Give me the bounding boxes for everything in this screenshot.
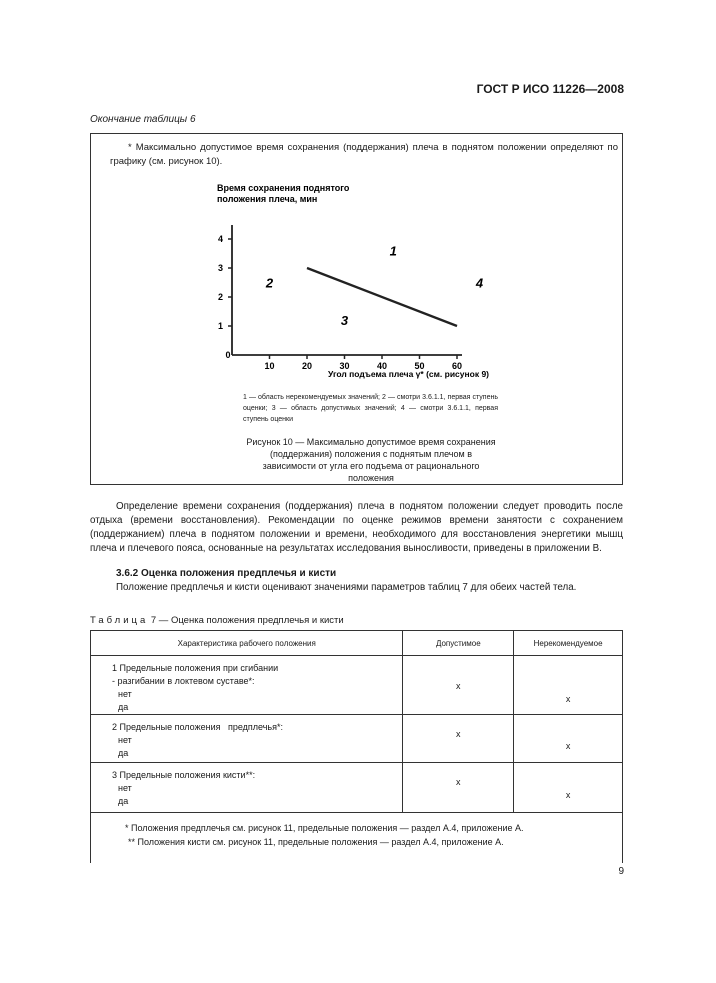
table7-footnote1: * Положения предплечья см. рисунок 11, предельные положения — раздел А.4, приложение А. bbox=[125, 823, 524, 833]
y-axis-label-line2: положения плеча, мин bbox=[217, 194, 318, 204]
row2-yes: да bbox=[118, 748, 129, 758]
row2-line1: 2 Предельные положения предплечья*: bbox=[112, 722, 283, 732]
row2-no: нет bbox=[118, 735, 132, 745]
section-text: Положение предплечья и кисти оценивают значениями параметров таблиц 7 для обеих частей тела. bbox=[116, 582, 577, 593]
table-row bbox=[91, 715, 623, 763]
row2-allowed-mark: x bbox=[403, 715, 514, 763]
table-row bbox=[91, 656, 623, 715]
table-footnote-row bbox=[91, 813, 623, 864]
y-tick-label: 4 bbox=[217, 234, 223, 244]
x-axis-label: Угол подъема плеча γ* (см. рисунок 9) bbox=[328, 369, 490, 379]
row3-no: нет bbox=[118, 783, 132, 793]
y-axis-label-line1: Время сохранения поднятого bbox=[217, 183, 350, 193]
table7-caption bbox=[90, 615, 344, 626]
table7-caption-prefix: Таблица bbox=[90, 615, 149, 626]
y-tick-label: 3 bbox=[217, 263, 223, 273]
table-header-row bbox=[91, 631, 623, 656]
section-heading: 3.6.2 Оценка положения предплечья и кисти bbox=[116, 568, 337, 579]
region-label: 2 bbox=[265, 275, 274, 291]
figure-legend: 1 — область нерекомендуемых значений; 2 — смотри 3.6.1.1, первая ступень оценки; 3 — область допустимых значений; 4 — смотри 3.6.1.1, первая ступень оценки bbox=[243, 394, 498, 423]
row1-allowed-mark: x bbox=[403, 656, 514, 715]
x-tick-label: 50 bbox=[414, 361, 425, 371]
region-label: 3 bbox=[340, 313, 349, 329]
x-tick-label: 20 bbox=[301, 361, 313, 371]
x-tick-label: 10 bbox=[264, 361, 275, 371]
y-tick-label: 2 bbox=[217, 292, 223, 302]
row3-yes: да bbox=[118, 796, 129, 806]
origin-label: 0 bbox=[225, 350, 231, 360]
row1-line1: 1 Предельные положения при сгибании bbox=[112, 663, 279, 673]
page-number: 9 bbox=[618, 866, 624, 877]
row1-no: нет bbox=[118, 689, 132, 699]
series-line bbox=[307, 268, 457, 329]
table-continuation-label: Окончание таблицы 6 bbox=[90, 114, 196, 125]
row1-yes: да bbox=[118, 702, 129, 712]
body-paragraph: Определение времени сохранения (поддержания) плеча в поднятом положении следует проводить после отдыха (времени восстановления). Рекомендации по оценке режимов времени занятости с сохранением (поддержанием) плеча в поднятом положении и времени, необходимого для восстановления энергетики мышц плеча и плечевого пояса, основанные на результатах исследования выносливости, приведены в приложении В. bbox=[90, 501, 623, 554]
row1-characteristic bbox=[91, 656, 403, 715]
header-characteristic: Характеристика рабочего положения bbox=[91, 631, 403, 656]
figure-caption: Рисунок 10 — Максимально допустимое время сохранения (поддержания) положения с поднятым плечом в зависимости от угла его подъема от рационального положения bbox=[246, 437, 496, 483]
region-label: 4 bbox=[475, 275, 484, 291]
figure10-chart bbox=[200, 180, 520, 385]
table7-caption-rest: 7 — Оценка положения предплечья и кисти bbox=[148, 615, 344, 626]
table-row bbox=[91, 763, 623, 813]
standard-header: ГОСТ Р ИСО 11226—2008 bbox=[476, 82, 624, 96]
y-tick-label: 1 bbox=[217, 321, 223, 331]
x-tick-label: 30 bbox=[339, 361, 350, 371]
row3-not-recommended-mark: x bbox=[514, 763, 623, 813]
row2-not-recommended-mark: x bbox=[514, 715, 623, 763]
region-label: 1 bbox=[389, 243, 397, 259]
header-not-recommended: Нерекомендуемое bbox=[514, 631, 623, 656]
table7-footnote2: ** Положения кисти см. рисунок 11, предельные положения — раздел А.4, приложение А. bbox=[128, 837, 504, 847]
x-tick-label: 60 bbox=[451, 361, 463, 371]
row1-line2: - разгибании в локтевом суставе*: bbox=[112, 676, 255, 686]
row3-characteristic bbox=[91, 763, 403, 813]
table7-footnotes bbox=[91, 813, 623, 864]
table6-footnote: * Максимально допустимое время сохранения (поддержания) плеча в поднятом положении определяют по графику (см. рисунок 10). bbox=[110, 142, 618, 167]
row3-allowed-mark: x bbox=[403, 763, 514, 813]
row1-not-recommended-mark: x bbox=[514, 656, 623, 715]
x-tick-label: 40 bbox=[376, 361, 388, 371]
table7 bbox=[90, 630, 623, 863]
header-allowed: Допустимое bbox=[403, 631, 514, 656]
row3-line1: 3 Предельные положения кисти**: bbox=[112, 770, 256, 780]
row2-characteristic bbox=[91, 715, 403, 763]
